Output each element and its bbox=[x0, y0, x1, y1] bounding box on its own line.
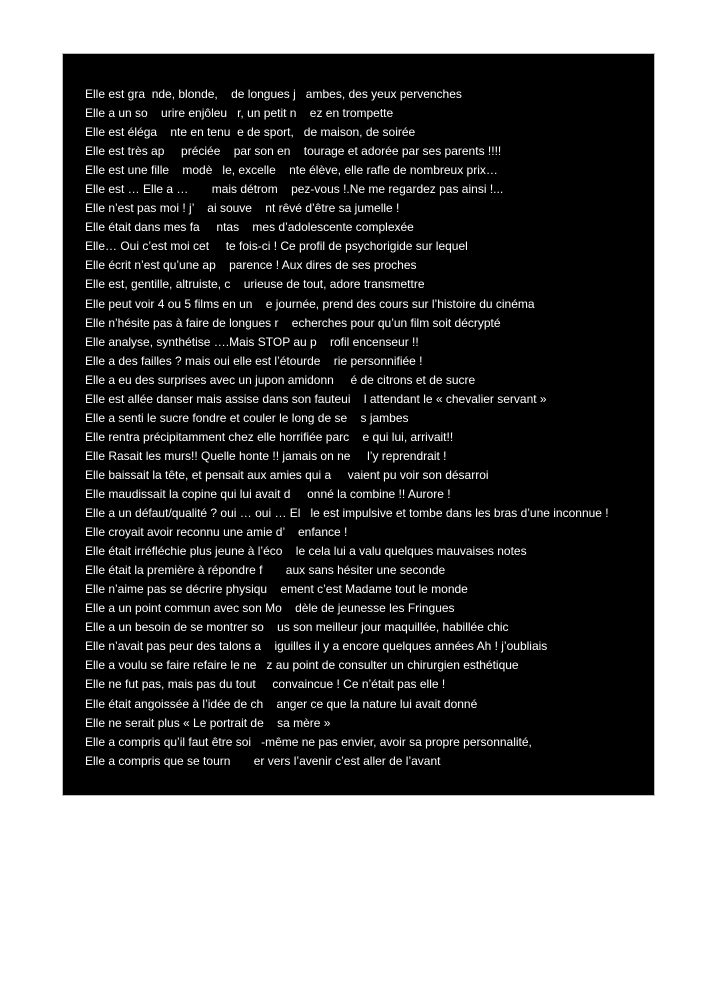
poem-text bbox=[85, 85, 655, 771]
poem-line: Elle écrit n’est qu’une ap parence ! Aux dires de ses proches bbox=[85, 258, 417, 273]
poem-line: Elle a senti le sucre fondre et couler le long de se s jambes bbox=[85, 410, 409, 425]
poem-line: Elle Rasait les murs!! Quelle honte !! jamais on ne l’y reprendrait ! bbox=[85, 448, 447, 463]
poem-line: Elle a un défaut/qualité ? oui … oui … El le est impulsive et tombe dans les bras d’une inconnue ! bbox=[85, 506, 609, 521]
poem-line: Elle a un so urire enjôleu r, un petit n ez en trompette bbox=[85, 106, 394, 121]
poem-line: Elle a des failles ? mais oui elle est l’étourde rie personnifiée ! bbox=[85, 353, 423, 368]
poem-line: Elle était la première à répondre f aux sans hésiter une seconde bbox=[85, 563, 446, 578]
poem-line: Elle a un besoin de se montrer so us son meilleur jour maquillée, habillée chic bbox=[85, 620, 509, 635]
poem-line: Elle était angoissée à l’idée de ch anger ce que la nature lui avait donné bbox=[85, 696, 478, 711]
poem-line: Elle a eu des surprises avec un jupon amidonn é de citrons et de sucre bbox=[85, 372, 476, 387]
poem-line: Elle n’aime pas se décrire physiqu ement c’est Madame tout le monde bbox=[85, 582, 468, 597]
poem-line: Elle était dans mes fa ntas mes d’adolescente complexée bbox=[85, 220, 414, 235]
poem-line: Elle a un point commun avec son Mo dèle de jeunesse les Fringues bbox=[85, 601, 455, 616]
poem-line: Elle a voulu se faire refaire le ne z au point de consulter un chirurgien esthétique bbox=[85, 658, 519, 673]
poem-line: Elle est une fille modè le, excelle nte élève, elle rafle de nombreux prix… bbox=[85, 163, 498, 178]
poem-line: Elle est éléga nte en tenu e de sport, de maison, de soirée bbox=[85, 125, 416, 140]
poem-line: Elle maudissait la copine qui lui avait d onné la combine !! Aurore ! bbox=[85, 486, 451, 501]
poem-line: Elle n’hésite pas à faire de longues r echerches pour qu’un film soit décrypté bbox=[85, 315, 501, 330]
poem-line: Elle est allée danser mais assise dans son fauteui l attendant le « chevalier servant » bbox=[85, 391, 547, 406]
poem-line: Elle est, gentille, altruiste, c urieuse de tout, adore transmettre bbox=[85, 277, 425, 292]
poem-line: Elle était irréfléchie plus jeune à l’éco le cela lui a valu quelques mauvaises notes bbox=[85, 544, 527, 559]
poem-line: Elle… Oui c’est moi cet te fois-ci ! Ce profil de psychorigide sur lequel bbox=[85, 239, 468, 254]
poem-line: Elle est très ap préciée par son en tourage et adorée par ses parents !!!! bbox=[85, 144, 502, 159]
poem-line: Elle croyait avoir reconnu une amie d’ enfance ! bbox=[85, 525, 348, 540]
poem-line: Elle peut voir 4 ou 5 films en un e journée, prend des cours sur l’histoire du cinéma bbox=[85, 296, 535, 311]
poem-line: Elle ne fut pas, mais pas du tout convaincue ! Ce n’était pas elle ! bbox=[85, 677, 446, 692]
poem-panel bbox=[62, 53, 655, 796]
poem-line: Elle n’avait pas peur des talons a iguilles il y a encore quelques années Ah ! j’oubliais bbox=[85, 639, 548, 654]
poem-line: Elle baissait la tête, et pensait aux amies qui a vaient pu voir son désarroi bbox=[85, 467, 489, 482]
poem-line: Elle a compris que se tourn er vers l’avenir c’est aller de l’avant bbox=[85, 753, 441, 768]
poem-line: Elle n’est pas moi ! j’ ai souve nt rêvé d’être sa jumelle ! bbox=[85, 201, 400, 216]
poem-line: Elle analyse, synthétise ….Mais STOP au p rofil encenseur !! bbox=[85, 334, 419, 349]
poem-line: Elle est … Elle a … mais détrom pez-vous !.Ne me regardez pas ainsi !... bbox=[85, 182, 504, 197]
poem-line: Elle est gra nde, blonde, de longues j ambes, des yeux pervenches bbox=[85, 87, 462, 101]
poem-line: Elle ne serait plus « Le portrait de sa mère » bbox=[85, 715, 331, 730]
poem-line: Elle a compris qu’il faut être soi -même ne pas envier, avoir sa propre personnalité, bbox=[85, 734, 532, 749]
poem-line: Elle rentra précipitamment chez elle horrifiée parc e qui lui, arrivait!! bbox=[85, 429, 454, 444]
